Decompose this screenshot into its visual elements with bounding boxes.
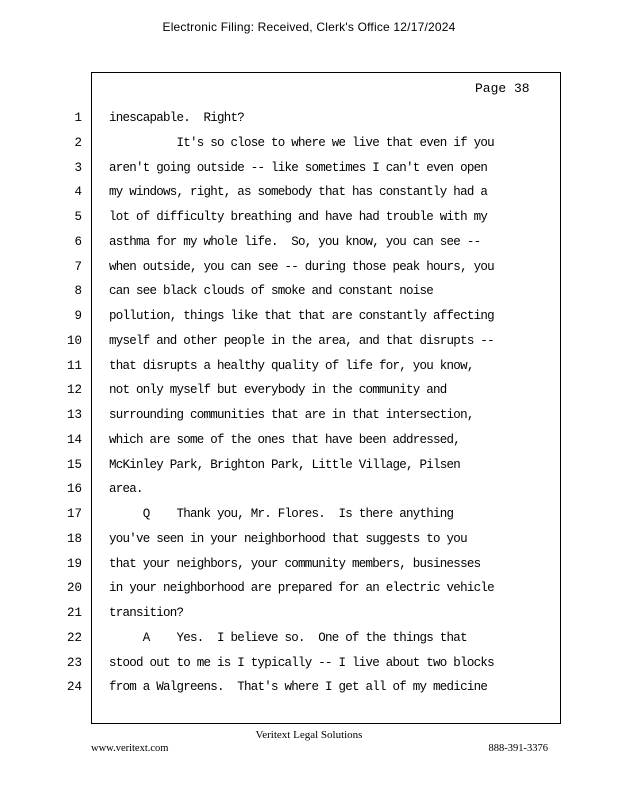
line-text: aren't going outside -- like sometimes I can't even open — [109, 160, 488, 175]
line-text: inescapable. Right? — [109, 111, 245, 125]
line-text: area. — [109, 482, 143, 497]
transcript-line — [0, 482, 618, 500]
line-text: myself and other people in the area, and that disrupts -- — [109, 333, 494, 348]
line-number: 12 — [66, 383, 82, 398]
line-number: 11 — [66, 358, 82, 373]
line-text: my windows, right, as somebody that has constantly had a — [109, 185, 488, 200]
transcript-line — [0, 408, 618, 426]
transcript-line — [0, 581, 618, 599]
line-number: 4 — [74, 185, 82, 200]
line-number: 8 — [74, 284, 82, 299]
footer-company: Veritext Legal Solutions — [255, 729, 363, 741]
line-text: McKinley Park, Brighton Park, Little Village, Pilsen — [109, 457, 461, 472]
transcript-line — [0, 161, 618, 179]
line-text: in your neighborhood are prepared for an electric vehicle — [109, 581, 494, 596]
line-number: 16 — [66, 482, 82, 497]
line-number: 23 — [66, 655, 82, 670]
transcript-line — [0, 359, 618, 377]
line-number: 3 — [74, 160, 82, 175]
transcript-line — [0, 235, 618, 253]
line-text: which are some of the ones that have been addressed, — [109, 432, 461, 447]
line-number: 6 — [74, 234, 82, 249]
transcript-line — [0, 433, 618, 451]
footer-website: www.veritext.com — [91, 743, 169, 754]
line-number: 5 — [74, 210, 82, 224]
transcript-line — [0, 334, 618, 352]
line-text: A Yes. I believe so. One of the things that — [109, 630, 467, 645]
line-text: lot of difficulty breathing and have had trouble with my — [109, 210, 488, 224]
line-number: 21 — [66, 606, 82, 620]
transcript-line — [0, 383, 618, 401]
transcript-line — [0, 631, 618, 649]
transcript-line — [0, 532, 618, 550]
transcript-line — [0, 260, 618, 278]
line-text: transition? — [109, 606, 184, 620]
transcript-line — [0, 111, 618, 129]
line-number: 22 — [66, 630, 82, 645]
page-number: Page 38 — [475, 81, 530, 96]
transcript-line — [0, 656, 618, 674]
transcript-line — [0, 284, 618, 302]
line-number: 1 — [74, 111, 82, 125]
line-text: that disrupts a healthy quality of life for, you know, — [109, 358, 474, 373]
line-text: not only myself but everybody in the community and — [109, 383, 447, 398]
line-number: 9 — [74, 309, 82, 323]
line-text: you've seen in your neighborhood that suggests to you — [109, 531, 467, 546]
line-text: that your neighbors, your community members, businesses — [109, 556, 481, 571]
line-number: 17 — [66, 507, 82, 521]
line-number: 13 — [66, 408, 82, 422]
line-text: pollution, things like that that are constantly affecting — [109, 309, 494, 323]
footer-phone: 888-391-3376 — [488, 743, 548, 754]
line-text: when outside, you can see -- during those peak hours, you — [109, 259, 494, 274]
line-number: 2 — [74, 135, 82, 150]
line-number: 15 — [66, 457, 82, 472]
transcript-line — [0, 680, 618, 698]
line-text: surrounding communities that are in that intersection, — [109, 408, 474, 422]
line-number: 18 — [66, 531, 82, 546]
transcript-line — [0, 210, 618, 228]
transcript-line — [0, 507, 618, 525]
line-number: 14 — [66, 432, 82, 447]
line-number: 20 — [66, 581, 82, 596]
line-number: 24 — [66, 680, 82, 695]
transcript-line — [0, 309, 618, 327]
line-number: 7 — [74, 259, 82, 274]
line-number: 19 — [66, 556, 82, 571]
line-number: 10 — [66, 333, 82, 348]
transcript-line — [0, 606, 618, 624]
transcript-line — [0, 557, 618, 575]
transcript-line — [0, 458, 618, 476]
line-text: It's so close to where we live that even if you — [109, 135, 494, 150]
line-text: can see black clouds of smoke and constant noise — [109, 284, 434, 299]
transcript-line — [0, 136, 618, 154]
line-text: asthma for my whole life. So, you know, you can see -- — [109, 234, 481, 249]
line-text: Q Thank you, Mr. Flores. Is there anything — [109, 507, 454, 521]
transcript-line — [0, 185, 618, 203]
line-text: from a Walgreens. That's where I get all of my medicine — [109, 680, 488, 695]
line-text: stood out to me is I typically -- I live about two blocks — [109, 655, 494, 670]
filing-stamp: Electronic Filing: Received, Clerk's Office 12/17/2024 — [162, 20, 456, 34]
